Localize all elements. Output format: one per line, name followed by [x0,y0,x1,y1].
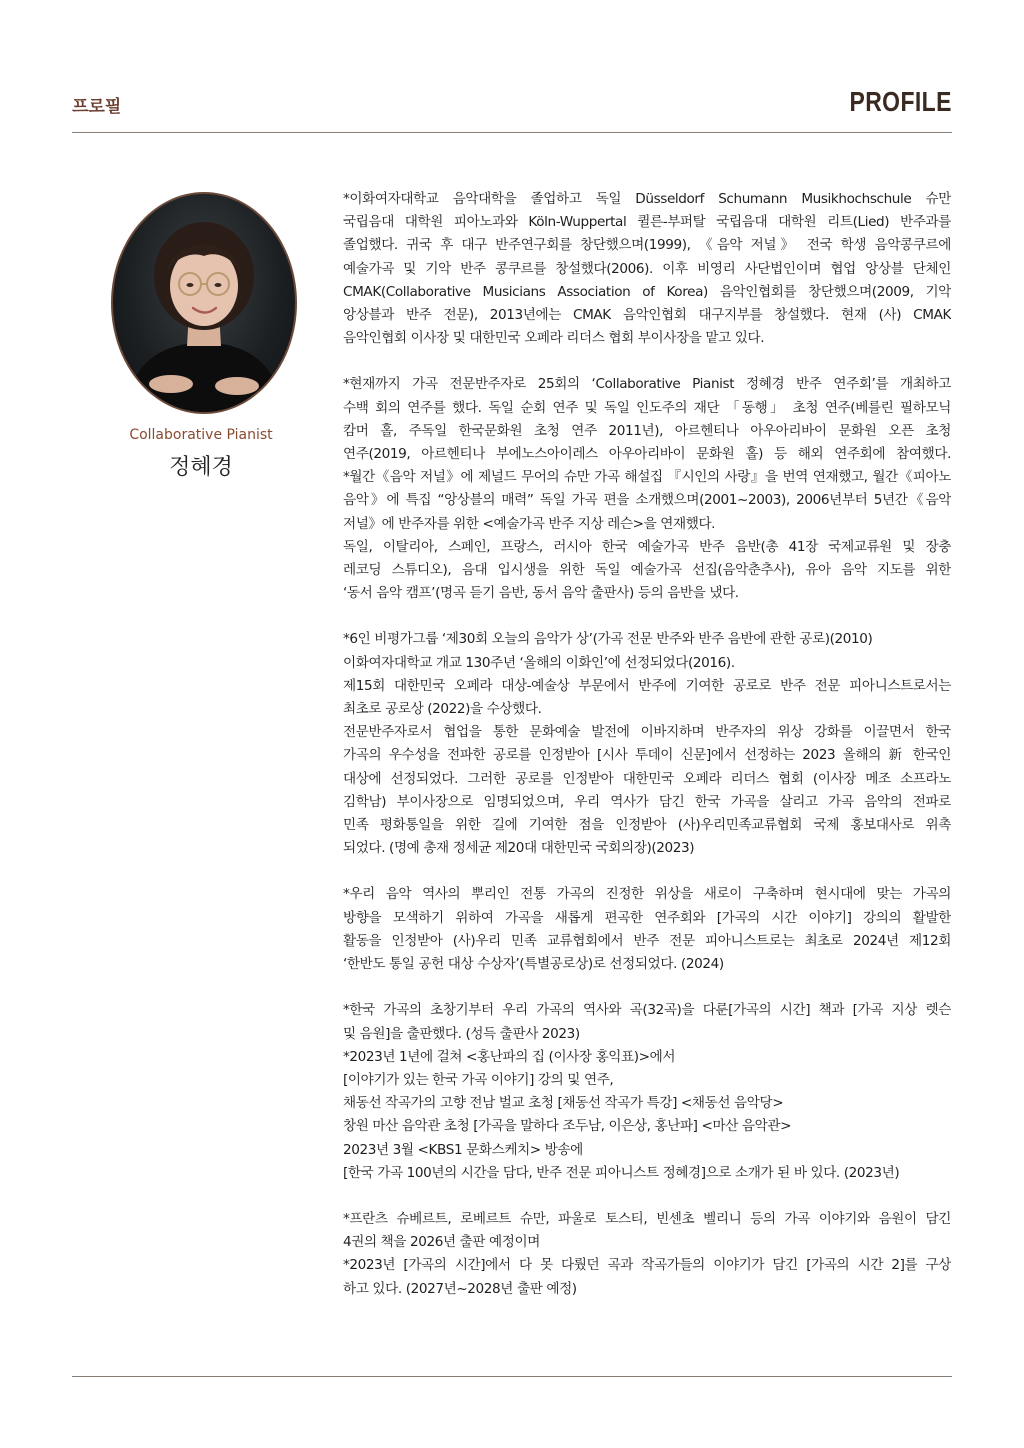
bio-line: 4권의 책을 2026년 출판 예정이며 [343,1234,540,1251]
bio-line: 졸업했다. 귀국 후 대구 반주연구회를 창단했으며(1999), 《음악 저널》 전국 학생 음악콩쿠르에 [343,237,951,254]
bio-line: *프란츠 슈베르트, 로베르트 슈만, 파울로 토스티, 빈센초 벨리니 등의 가곡 이야기와 음원이 담긴 [343,1210,951,1227]
bio-line: 김학남) 부이사장으로 임명되었으며, 우리 역사가 담긴 한국 가곡을 살리고 가곡 음악의 전파로 [343,793,951,810]
bio-paragraph [343,883,951,976]
bio-line: 예술가곡 및 기악 반주 콩쿠르를 창설했다(2006). 이후 비영리 사단법인이며 협업 앙상블 단체인 [343,260,951,277]
bio-line: 독일, 이탈리아, 스페인, 프랑스, 러시아 한국 예술가곡 반주 음반(총 41장 국제교류원 및 장충 [343,538,951,555]
bio-line: ‘한반도 통일 공헌 대상 수상자’(특별공로상)로 선정되었다. (2024) [343,956,724,973]
bio-line: 되었다. (명예 총재 정세균 제20대 대한민국 국회의장)(2023) [343,840,695,857]
bio-line: 음악》에 특집 “앙상블의 매력” 독일 가곡 편을 소개했으며(2001~2003), 2006년부터 5년간《음악 [343,492,951,509]
bio-line: *이화여자대학교 음악대학을 졸업하고 독일 Düsseldorf Schumann Musikhochschule 슈만 [343,191,951,207]
bio-paragraph [343,999,951,1185]
bio-line: 이화여자대학교 개교 130주년 ‘올해의 이화인’에 선정되었다(2016). [343,654,735,671]
bio-line: 방향을 모색하기 위하여 가곡을 새롭게 편곡한 연주회와 [가곡의 시간 이야기] 강의의 활발한 [343,909,951,926]
header-title-ko: 프로필 [72,97,122,117]
bio-line: [이야기가 있는 한국 가곡 이야기] 강의 및 연주, [343,1071,614,1088]
bio-line: 하고 있다. (2027년~2028년 출판 예정) [343,1280,577,1297]
biography [343,188,951,1324]
bio-line: 저널》에 반주자를 위한 <예술가곡 반주 지상 레슨>을 연재했다. [343,515,716,532]
bio-paragraph [343,373,951,605]
bio-line: 최초로 공로상 (2022)을 수상했다. [343,701,542,718]
bio-line: 및 음원]을 출판했다. (성득 출판사 2023) [343,1025,580,1042]
bio-line: 앙상블과 반주 전문), 2013년에는 CMAK 음악인협회 대구지부를 창설했다. 현재 (사) CMAK [343,307,951,324]
bio-line: 채동선 작곡가의 고향 전남 벌교 초청 [채동선 작곡가 특강] <채동선 음악당> [343,1095,784,1112]
page-header [72,84,952,133]
header-title-en: PROFILE [849,86,952,117]
bio-line: 전문반주자로서 협업을 통한 문화예술 발전에 이바지하며 반주자의 위상 강화를 이끌면서 한국 [343,724,951,741]
portrait-icon [113,194,295,412]
bio-line: 2023년 3월 <KBS1 문화스케치> 방송에 [343,1141,583,1158]
bio-line: 캄머 홀, 주독일 한국문화원 초청 연주 2011년), 아르헨티나 아우아리바이 문화원 오픈 초청 [343,422,951,439]
profile-role: Collaborative Pianist [129,427,273,443]
bio-line: CMAK(Collaborative Musicians Association of Korea) 음악인협회를 창단했으며(2009, 기악 [343,283,951,300]
bio-line: 민족 평화통일을 위한 길에 기여한 점을 인정받아 (사)우리민족교류협회 국제 홍보대사로 위촉 [343,817,951,834]
bio-line: *2023년 [가곡의 시간]에서 다 못 다뤘던 곡과 작곡가들의 이야기가 담긴 [가곡의 시간 2]를 구상 [343,1257,951,1274]
bio-line: 수백 회의 연주를 했다. 독일 순회 연주 및 독일 인도주의 재단 「동행」 초청 연주(베를린 필하모닉 [343,399,951,416]
bio-line: 제15회 대한민국 오페라 대상-예술상 부문에서 반주에 기여한 공로로 반주 전문 피아니스트로서는 [343,677,951,694]
bio-line: 레코딩 스튜디오), 음대 입시생을 위한 독일 예술가곡 선집(음악춘추사), 유아 음악 지도를 위한 [343,562,951,579]
bio-line: 창원 마산 음악관 초청 [가곡을 말하다 조두남, 이은상, 홍난파] <마산 음악관> [343,1118,792,1135]
bio-line: *2023년 1년에 걸쳐 <홍난파의 집 (이사장 홍익표)>에서 [343,1048,676,1065]
bio-line: *월간《음악 저널》에 제널드 무어의 슈만 가곡 해설집 『시인의 사랑』을 번역 연재했고, 월간《피아노 [343,469,951,486]
bio-paragraph [343,1208,951,1301]
bio-line: *6인 비평가그룹 ‘제30회 오늘의 음악가 상’(가곡 전문 반주와 반주 음반에 관한 공로)(2010) [343,631,873,648]
footer-divider [72,1376,952,1377]
bio-line: 활동을 인정받아 (사)우리 민족 교류협회에서 반주 전문 피아니스트로는 최초로 2024년 제12회 [343,932,951,949]
bio-line: 가곡의 우수성을 전파한 공로를 인정받아 [시사 투데이 신문]에서 선정하는 2023 올해의 新 한국인 [343,747,951,764]
profile-name: 정혜경 [169,455,233,480]
bio-line: [한국 가곡 100년의 시간을 담다, 반주 전문 피아니스트 정혜경]으로 소개가 된 바 있다. (2023년) [343,1164,900,1181]
portrait-photo [111,192,297,414]
bio-line: *현재까지 가곡 전문반주자로 25회의 ‘Collaborative Pianist 정혜경 반주 연주회’를 개최하고 [343,376,951,393]
bio-line: 대상에 선정되었다. 그러한 공로를 인정받아 대한민국 오페라 리더스 협회 (이사장 메조 소프라노 [343,770,951,787]
bio-line: 국립음대 대학원 피아노과와 Köln-Wuppertal 퀼른-부퍼탈 국립음대 대학원 리트(Lied) 반주과를 [343,214,951,231]
bio-line: *한국 가곡의 초창기부터 우리 가곡의 역사와 곡(32곡)을 다룬[가곡의 시간] 책과 [가곡 지상 렛슨 [343,1002,951,1019]
bio-line: ‘동서 음악 캠프’(명곡 듣기 음반, 동서 음악 출판사) 등의 음반을 냈다. [343,585,739,602]
bio-line: 연주(2019, 아르헨티나 부에노스아이레스 아우아리바이 문화원 홀) 등 해외 연주회에 참여했다. [343,446,951,463]
bio-paragraph [343,628,951,860]
bio-paragraph [343,188,951,350]
bio-line: 음악인협회 이사장 및 대한민국 오페라 리더스 협회 부이사장을 맡고 있다. [343,330,765,347]
bio-line: *우리 음악 역사의 뿌리인 전통 가곡의 진정한 위상을 새로이 구축하며 현시대에 맞는 가곡의 [343,886,951,903]
